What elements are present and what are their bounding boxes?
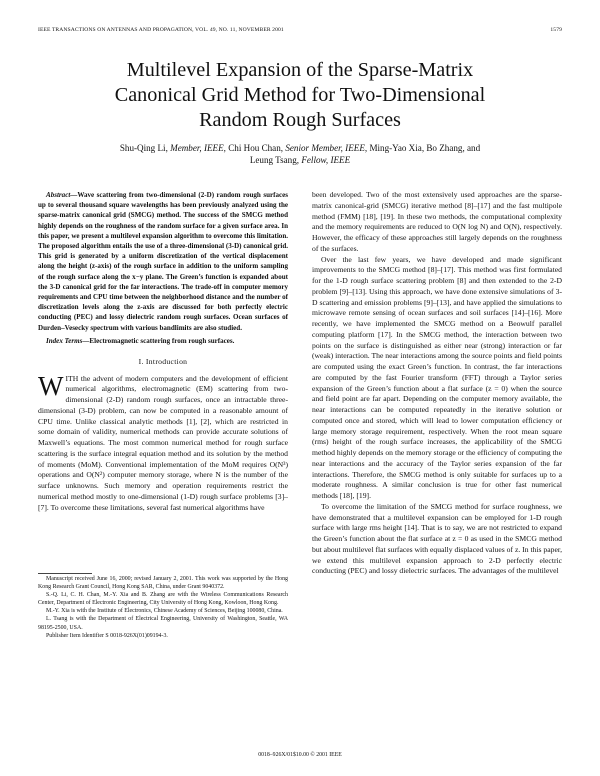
footnotes xyxy=(38,575,288,640)
author-role: Fellow, IEEE xyxy=(301,155,351,165)
running-head xyxy=(38,27,562,37)
intro-paragraph-2: been developed. Two of the most extensively used approaches are the sparse-matrix canonical-grid (SMCG) iterative method [8]–[17] and the fast multipole method (FMM) [18], [19]. In these two methods, the computational complexity and the memory requirements are reduced to O(N log N) and O(N), respectively. However, the efficacy of these approaches still largely depends on the roughness of the surfaces. xyxy=(312,190,562,253)
footnote: L. Tsang is with the Department of Electrical Engineering, University of Washington, Seattle, WA 98195-2500, USA. xyxy=(38,616,288,631)
abstract xyxy=(38,190,288,333)
journal-citation: IEEE TRANSACTIONS ON ANTENNAS AND PROPAGATION, VOL. 49, NO. 11, NOVEMBER 2001 xyxy=(38,27,284,33)
footnote-rule xyxy=(38,573,92,574)
abstract-text: Wave scattering from two-dimensional (2-D) random rough surfaces up to several thousand square wavelengths has been previously analyzed using the sparse-matrix canonical grid (SMCG) method. The success of the SMCG method highly depends on the roughness of the random surface for a given surface area. In this paper, we present a multilevel expansion algorithm to overcome this limitation. The proposed algorithm entails the use of a three-dimensional (3-D) canonical grid. This grid is generated by a uniform discretization of the vertical displacement along the height (z-axis) of the rough surface in addition to the uniform sampling of the rough surface along the x−y plane. The Green’s function is expanded about the 3-D canonical grid for the far interactions. The trade-off in computer memory requirements and CPU time between the neighborhood distance and the number of discretization levels along the z-axis are discussed for both perfectly electric conducting (PEC) and lossy dielectric random rough surfaces. Ocean surfaces of Durden–Vesecky spectrum with various bandlimits are also studied. xyxy=(38,191,288,332)
intro-paragraph-3: Over the last few years, we have developed and made significant improvements to the SMCG method [8]–[17]. This method was first formulated for the 1-D rough surface scattering problem [8] and then extended to the 2-D problem [9]–[13]. Using this approach, we have done extensive simulations of 3-D scattering and emission problems [9]–[13], and have applied the simulations to microwave remote sensing of ocean surfaces and soil surfaces [14]–[16]. More recently, we have implemented the SMCG method on a Beowulf parallel computing platform [17]. In the SMCG method, the interaction between two points on the surface is distinguished as either near (strong) interaction or far (weak) interaction. The near interactions among the source points and field points are computed using the exact Green’s function. In contrast, the far interactions are computed by the fast Fourier transform (FFT) through a Taylor series expansion of the Green’s function about a flat surface (z = 0) when the source and field point are far apart. Depending on the computer memory available, the near interactions can be computed repeatedly in the iterative solution or computed once and stored, which will lead to lower computation efficiency or large memory storage requirement, respectively. When the root mean square (rms) height of the rough surface increases, the applicability of the SMCG method highly depends on the memory storage or the efficiency of computing the near interactions and the accuracy of the Taylor series expansion of the far interactions. Therefore, the SMCG method is only suitable for surfaces up to a moderate roughness. A similar conclusion is true for other fast numerical methods [18], [19]. xyxy=(312,254,562,500)
left-column xyxy=(38,190,288,513)
footnote: S.-Q. Li, C. H. Chan, M.-Y. Xia and B. Zhang are with the Wireless Communications Research Center, Department of Electronic Engineering, City University of Hong Kong, Kowloon, Hong Kong. xyxy=(38,592,288,607)
intro-paragraph-1-text: ITH the advent of modern computers and the development of efficient numerical algorithms, electromagnetic (EM) scattering from two-dimensional (2-D) random rough surfaces, once an intractable three-dimensional (3-D) problem, can now be computed in a reasonable amount of CPU time. Unlike classical analytic methods [1], [2], which are restricted in some domain of validity, numerical methods can provide accurate solutions of Maxwell’s equations. The most common numerical method for rough surface scattering is the surface integral equation method and its solution by the method of moments (MoM). Conventional implementation of the MoM requires O(N³) operations and O(N²) computer memory storage, where N is the number of the surface unknowns. Such memory and operation requirements restrict the numerical method mostly to one-dimensional (1-D) rough surface problems [3]–[7]. To overcome these limitations, several fast numerical algorithms have xyxy=(38,373,288,512)
footnote: Manuscript received June 16, 2000; revised January 2, 2001. This work was supported by the Hong Kong Research Grant Council, Hong Kong SAR, China, under Grant 9040372. xyxy=(38,576,288,591)
intro-paragraph-1 xyxy=(38,370,288,514)
footnote: Publisher Item Identifier S 0018-926X(01)09194-3. xyxy=(46,632,168,639)
right-column xyxy=(312,190,562,577)
page-number: 1579 xyxy=(550,27,562,33)
footnote: M.-Y. Xia is with the Institute of Electronics, Chinese Academy of Sciences, Beijing 100080, China. xyxy=(46,608,283,615)
abstract-lead: Abstract— xyxy=(46,191,78,199)
author-name: Ming-Yao Xia, Bo Zhang, and xyxy=(369,143,481,153)
drop-cap: W xyxy=(38,370,64,401)
author-line-1 xyxy=(48,142,552,154)
author-list xyxy=(48,142,552,166)
author-name: Chi Hou Chan, xyxy=(228,143,284,153)
copyright-line: 0018–926X/01$10.00 © 2001 IEEE xyxy=(258,752,342,758)
title-line-3: Random Rough Surfaces xyxy=(199,109,401,131)
author-name: Leung Tsang, xyxy=(249,155,300,165)
section-heading: I. Introduction xyxy=(138,356,188,366)
author-role: Senior Member, IEEE, xyxy=(285,143,368,153)
intro-paragraph-4: To overcome the limitation of the SMCG method for surface roughness, we have demonstrated that a multilevel expansion can be employed for 1-D rough surface with large rms height [14]. That is to say, we are not restricted to expand the Green’s function about the flat surface at z = 0 as used in the SMCG method but about multilevel flat surfaces with equally displaced values of z. In this paper, we extend this multilevel expansion approach to 2-D perfectly electric conducting (PEC) and lossy dielectric surfaces. The advantages of the multilevel xyxy=(312,501,562,576)
author-role: Member, IEEE, xyxy=(170,143,226,153)
author-name: Shu-Qing Li, xyxy=(119,143,168,153)
author-line-2 xyxy=(48,154,552,166)
index-terms xyxy=(38,336,288,346)
index-terms-text: Electromagnetic scattering from rough surfaces. xyxy=(89,336,235,345)
index-terms-lead: Index Terms— xyxy=(46,336,90,345)
title-line-2: Canonical Grid Method for Two-Dimensional xyxy=(114,84,486,106)
title-line-1: Multilevel Expansion of the Sparse-Matrix xyxy=(126,59,474,81)
paper-title xyxy=(40,58,560,133)
